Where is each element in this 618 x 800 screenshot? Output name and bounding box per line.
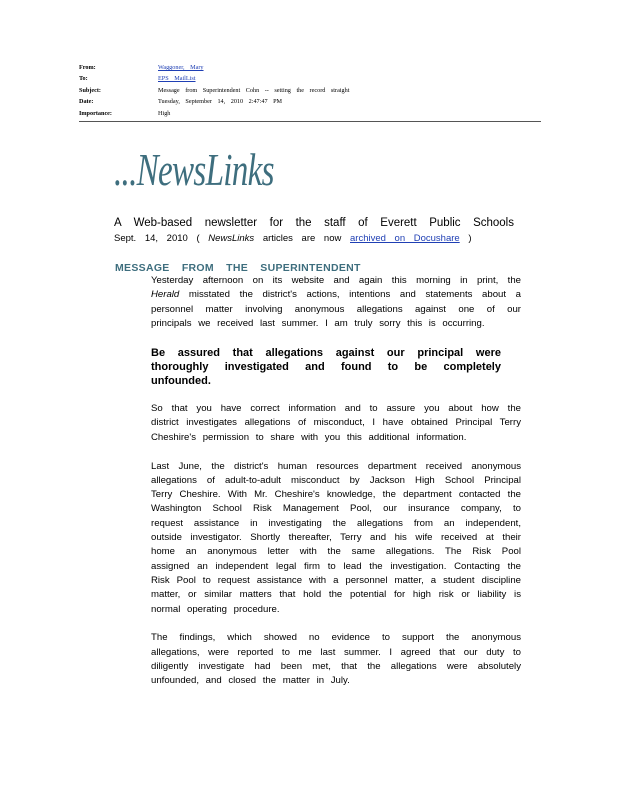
- paragraph-5: The findings, which showed no evidence to support the anonymous allegations, were reported to me last summer. I agreed that our duty to diligently investigate had been met, that the allegations were absolutely unfounded, and closed the matter in July.: [151, 632, 521, 687]
- to-link[interactable]: EPS MailList: [158, 75, 196, 83]
- message-body: [151, 274, 521, 703]
- newsletter-tagline: A Web-based newsletter for the staff of Everett Public Schools: [114, 217, 514, 229]
- date-row: [79, 96, 549, 107]
- paragraph-1-end: misstated the district's actions, intentions and statements about a personnel matter involving anonymous allegations against one of our principals we received last summer. I am truly sorry this is occurring.: [151, 289, 521, 329]
- archive-prefix: articles are now: [262, 233, 342, 244]
- importance-row: [79, 108, 549, 119]
- paragraph-4: Last June, the district's human resources department received anonymous allegations of adult-to-adult misconduct by Jackson High School Principal Terry Cheshire. With Mr. Cheshire's knowledge, the department contacted the Washington School Risk Management Pool, our insurance company, to request assistance in investigating the allegations from an independent, outside investigator. Shortly thereafter, Terry and his wife received at their home an anonymous letter with the same allegations. The Risk Pool assigned an independent legal firm to lead the investigation. Contacting the Risk Pool to request assistance with a personnel matter, a student discipline matter, or similar matters that hold the potential for high risk or liability is normal operating procedure.: [151, 460, 521, 615]
- newsletter-date: Sept. 14, 2010 (: [114, 233, 200, 244]
- herald-name: Herald: [151, 289, 180, 301]
- date-label: Date:: [79, 98, 94, 106]
- paragraph-1-start: Yesterday afternoon on its website and again this morning in print, the: [151, 275, 521, 286]
- paragraph-3: So that you have correct information and to assure you about how the district investigates allegations of misconduct, I have obtained Principal Terry Cheshire's permission to share with you this additional information.: [151, 403, 521, 443]
- from-link[interactable]: Waggoner, Mary: [158, 64, 204, 71]
- to-label: To:: [79, 75, 88, 83]
- header-divider: [79, 121, 541, 122]
- subject-row: [79, 85, 549, 96]
- newsletter-dateline: [114, 232, 472, 246]
- from-row: [79, 62, 549, 73]
- email-header: [79, 62, 549, 119]
- paragraph-2-bold: Be assured that allegations against our principal were thoroughly investigated and found to be completely unfounded.: [151, 346, 501, 387]
- archive-suffix: ): [468, 233, 472, 244]
- to-row: [79, 73, 549, 84]
- newslinks-logo: ...NewsLinks: [114, 144, 274, 195]
- paragraph-1: [151, 274, 521, 331]
- subject-value: Message from Superintendent Cohn -- setting the record straight: [158, 86, 350, 94]
- importance-label: Importance:: [79, 109, 112, 117]
- archive-link[interactable]: archived on Docushare: [350, 233, 460, 244]
- from-label: From:: [79, 64, 96, 71]
- section-title: MESSAGE FROM THE SUPERINTENDENT: [115, 262, 361, 274]
- subject-label: Subject:: [79, 86, 101, 94]
- newsletter-name: NewsLinks: [208, 233, 255, 244]
- importance-value: High: [158, 109, 171, 117]
- date-value: Tuesday, September 14, 2010 2:47:47 PM: [158, 98, 283, 106]
